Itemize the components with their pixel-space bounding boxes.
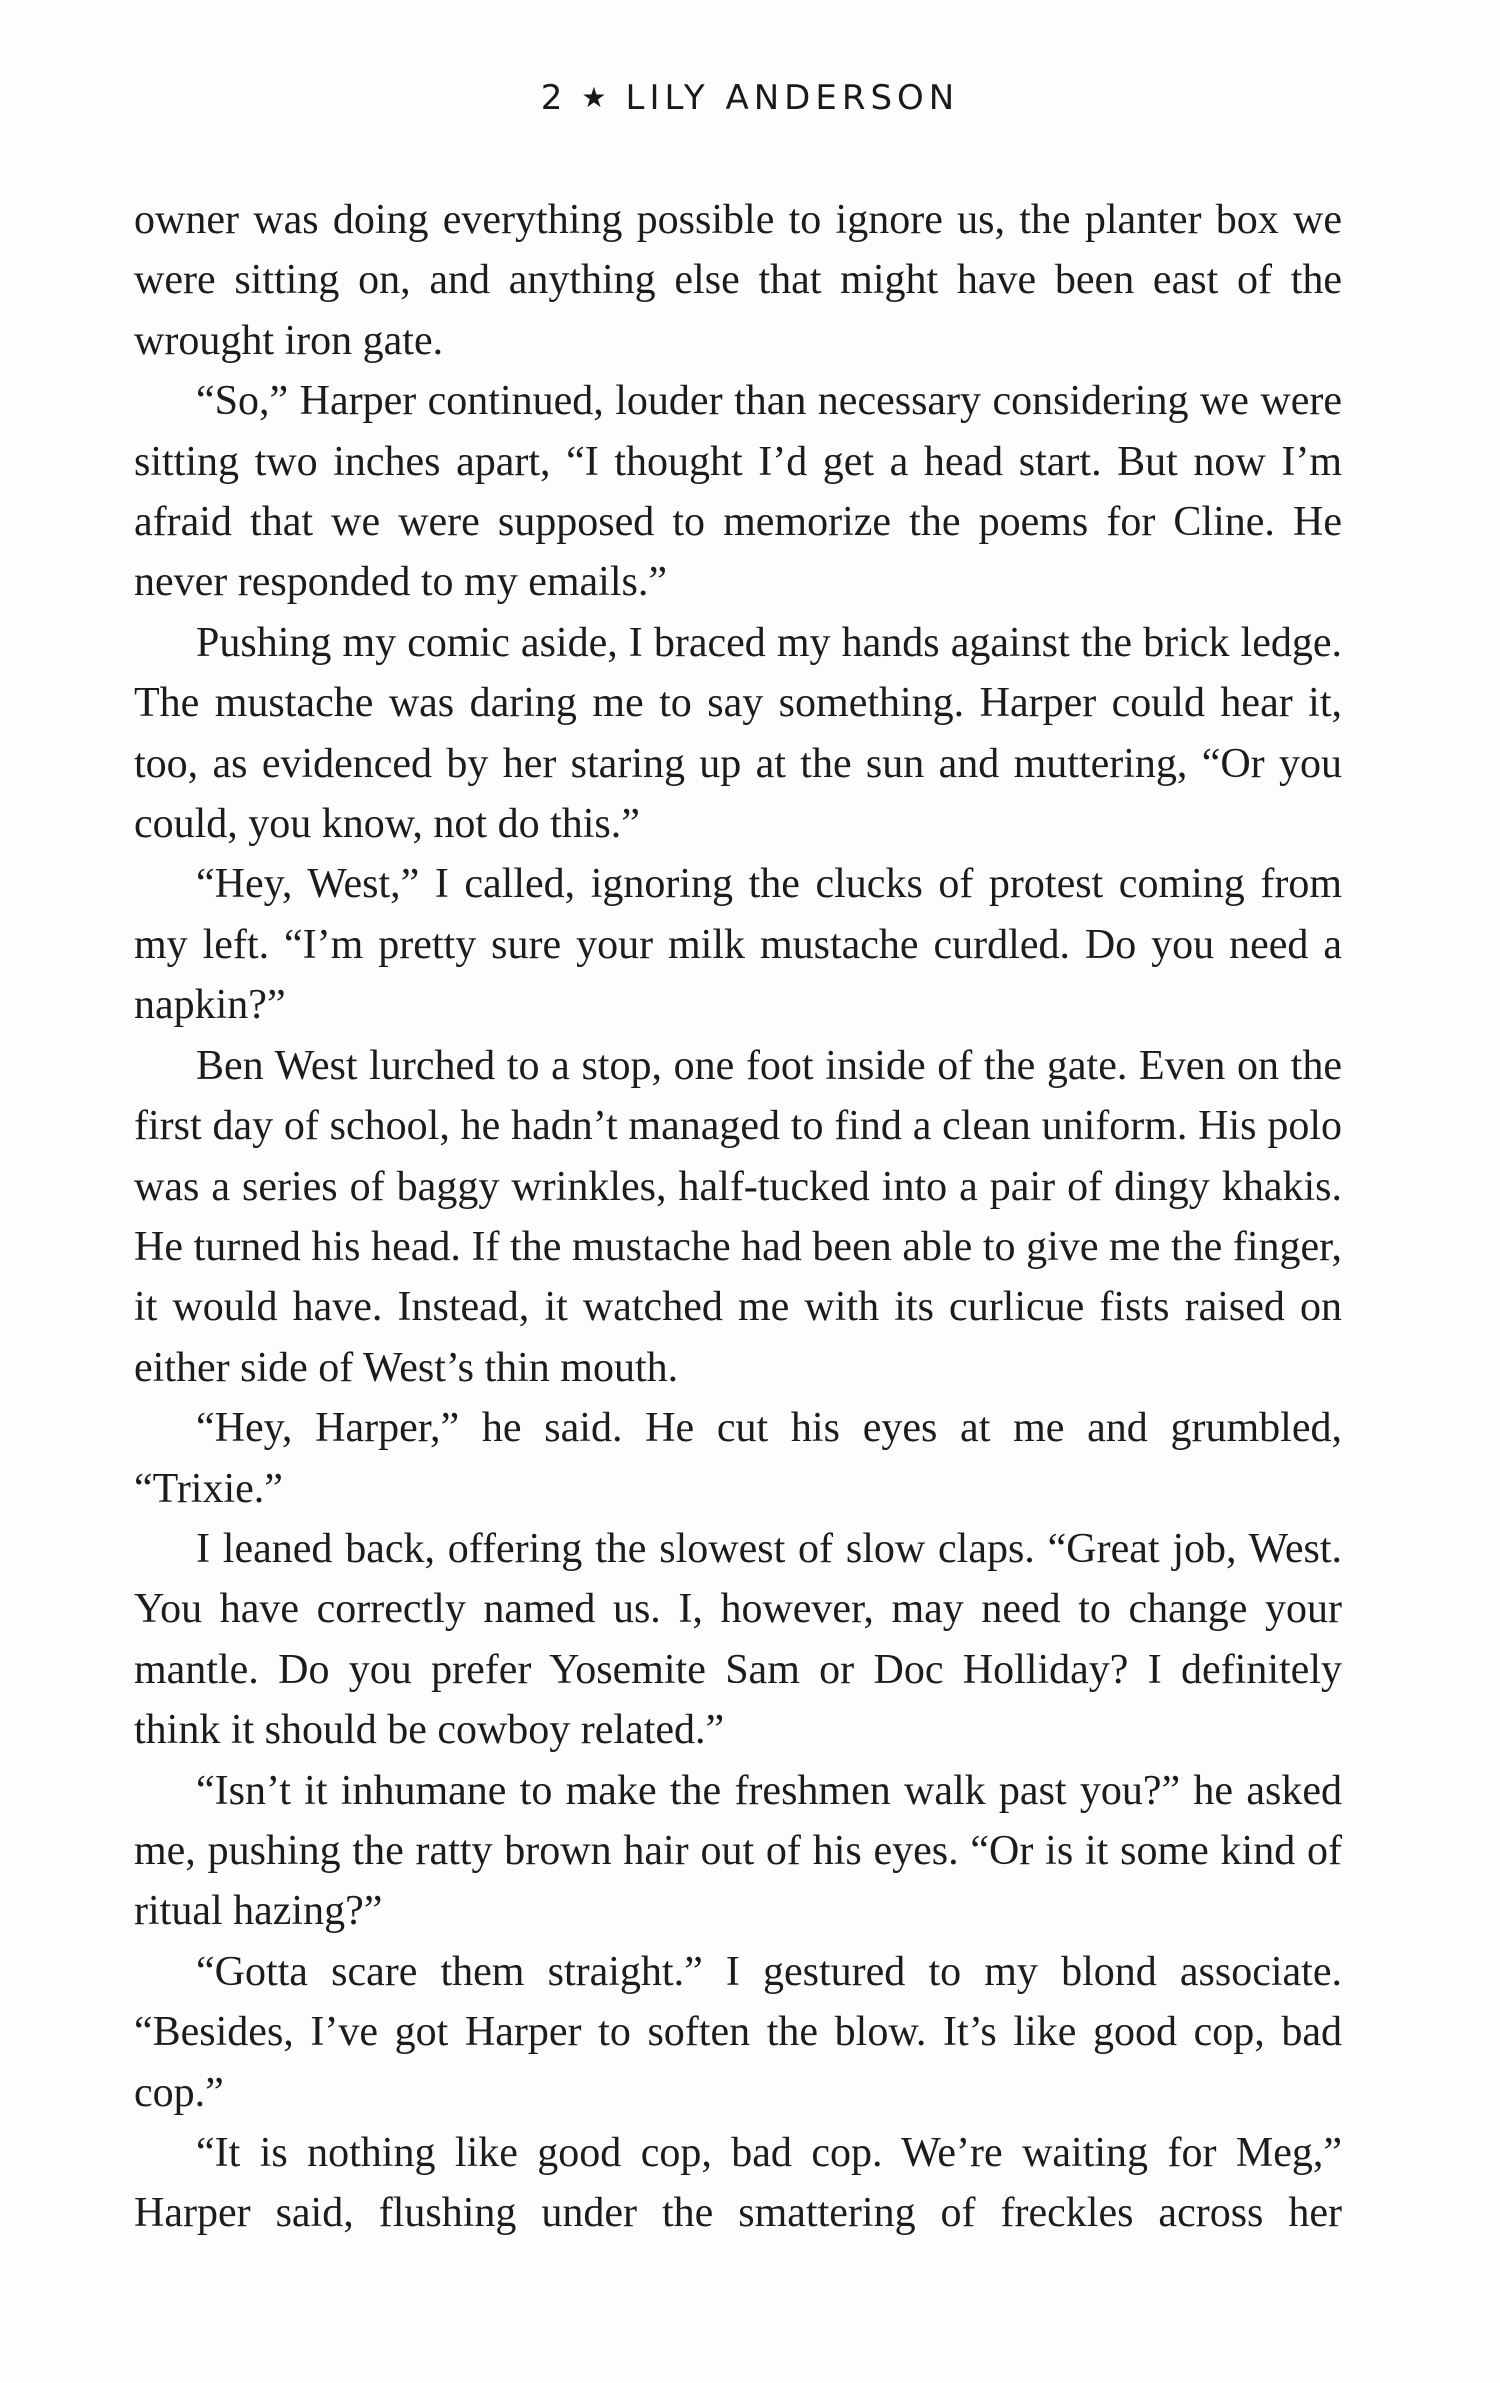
star-separator-icon: ★ bbox=[581, 81, 612, 114]
paragraph: I leaned back, offering the slowest of slow claps. “Great job, West. You have correctly named us. I, however, may need to change your mantle. Do you prefer Yosemite Sam or Doc Holliday? I definitely think it should be cowboy related.” bbox=[134, 1525, 1342, 1754]
paragraph: Ben West lurched to a stop, one foot inside of the gate. Even on the first day of school, he hadn’t managed to find a clean uniform. His polo was a series of baggy wrinkles, half-tucked into a pair of dingy khakis. He turned his head. If the mustache had been able to give me the finger, it would have. Instead, it watched me with its curlicue fists raised on either side of West’s thin mouth. bbox=[134, 1042, 1342, 1391]
running-head bbox=[0, 78, 1500, 118]
paragraph: Pushing my comic aside, I braced my hands against the brick ledge. The mustache was daring me to say something. Harper could hear it, too, as evidenced by her staring up at the sun and muttering, “Or you could, you know, not do this.” bbox=[134, 619, 1342, 848]
paragraph: “It is nothing like good cop, bad cop. We’re waiting for Meg,” Harper said, flushing under the smattering of freckles across her bbox=[134, 2130, 1342, 2237]
paragraph: “Hey, Harper,” he said. He cut his eyes at me and grumbled, “Trixie.” bbox=[134, 1405, 1342, 1512]
paragraph: “Gotta scare them straight.” I gestured to my blond associate. “Besides, I’ve got Harper to soften the blow. It’s like good cop, bad cop.” bbox=[134, 1948, 1342, 2116]
body-text bbox=[134, 190, 1342, 2244]
page-number: 2 bbox=[540, 78, 568, 118]
paragraph: owner was doing everything possible to ignore us, the planter box we were sitting on, and anything else that might have been east of the wrought iron gate. bbox=[134, 197, 1342, 364]
paragraph: “So,” Harper continued, louder than necessary considering we were sitting two inches apart, “I thought I’d get a head start. But now I’m afraid that we were supposed to memorize the poems for Cline. He never responded to my emails.” bbox=[134, 378, 1342, 606]
paragraph: “Hey, West,” I called, ignoring the clucks of protest coming from my left. “I’m pretty sure your milk mustache curdled. Do you need a napkin?” bbox=[134, 861, 1342, 1029]
paragraph: “Isn’t it inhumane to make the freshmen walk past you?” he asked me, pushing the ratty brown hair out of his eyes. “Or is it some kind of ritual hazing?” bbox=[134, 1767, 1342, 1935]
author-name: LILY ANDERSON bbox=[625, 78, 960, 118]
